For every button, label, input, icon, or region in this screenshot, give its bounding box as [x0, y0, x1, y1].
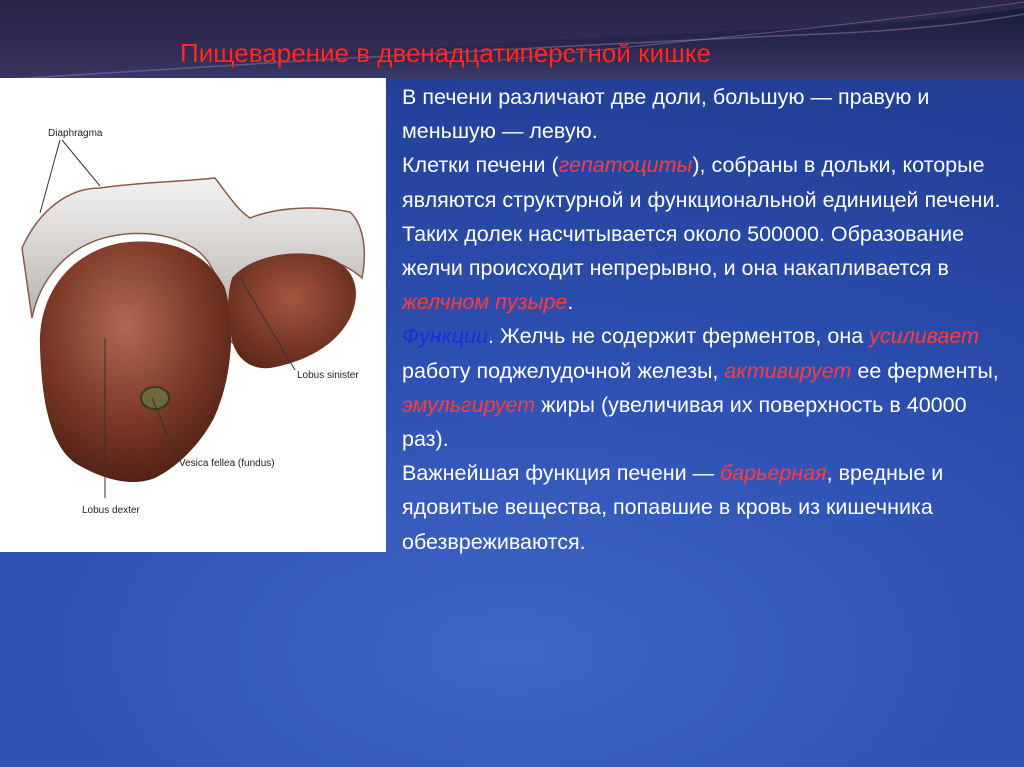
term-activates: активирует: [724, 358, 852, 383]
slide-title: Пищеварение в двенадцатиперстной кишке: [180, 38, 711, 68]
paragraph-lobes: В печени различают две доли, большую — правую и меньшую — левую.: [402, 85, 930, 144]
label-vesica-fellea: Vesica fellea (fundus): [179, 458, 275, 469]
term-emulsifies: эмульгирует: [402, 392, 536, 417]
body-text: [402, 80, 1012, 559]
paragraph-hepatocytes: Клетки печени (гепатоциты), собраны в дольки, которые являются структурной и функциональной единицей печени. Таких долек насчитывается около 500000. Образование желчи происходит непрерывно, и она накапливается в желчном пузыре.: [402, 153, 1001, 315]
term-barrier: барьерная: [720, 461, 827, 486]
label-diaphragma: Diaphragma: [48, 128, 103, 139]
term-functions: Функции: [402, 324, 489, 349]
term-gallbladder: желчном пузыре: [402, 290, 568, 315]
liver-illustration: [0, 78, 386, 552]
term-enhances: усиливает: [869, 324, 980, 349]
paragraph-barrier: Важнейшая функция печени — барьерная, вредные и ядовитые вещества, попавшие в кровь из кишечника обезвреживаются.: [402, 461, 944, 554]
paragraph-functions: Функции. Желчь не содержит ферментов, она усиливает работу поджелудочной железы, активирует ее ферменты, эмульгирует жиры (увеличивая их поверхность в 40000 раз).: [402, 324, 999, 452]
right-lobe-shape: [40, 241, 231, 482]
term-hepatocytes: гепатоциты: [558, 153, 693, 178]
left-lobe-shape: [228, 253, 356, 368]
label-lobus-sinister: Lobus sinister: [297, 370, 359, 381]
label-lobus-dexter: Lobus dexter: [82, 505, 140, 516]
